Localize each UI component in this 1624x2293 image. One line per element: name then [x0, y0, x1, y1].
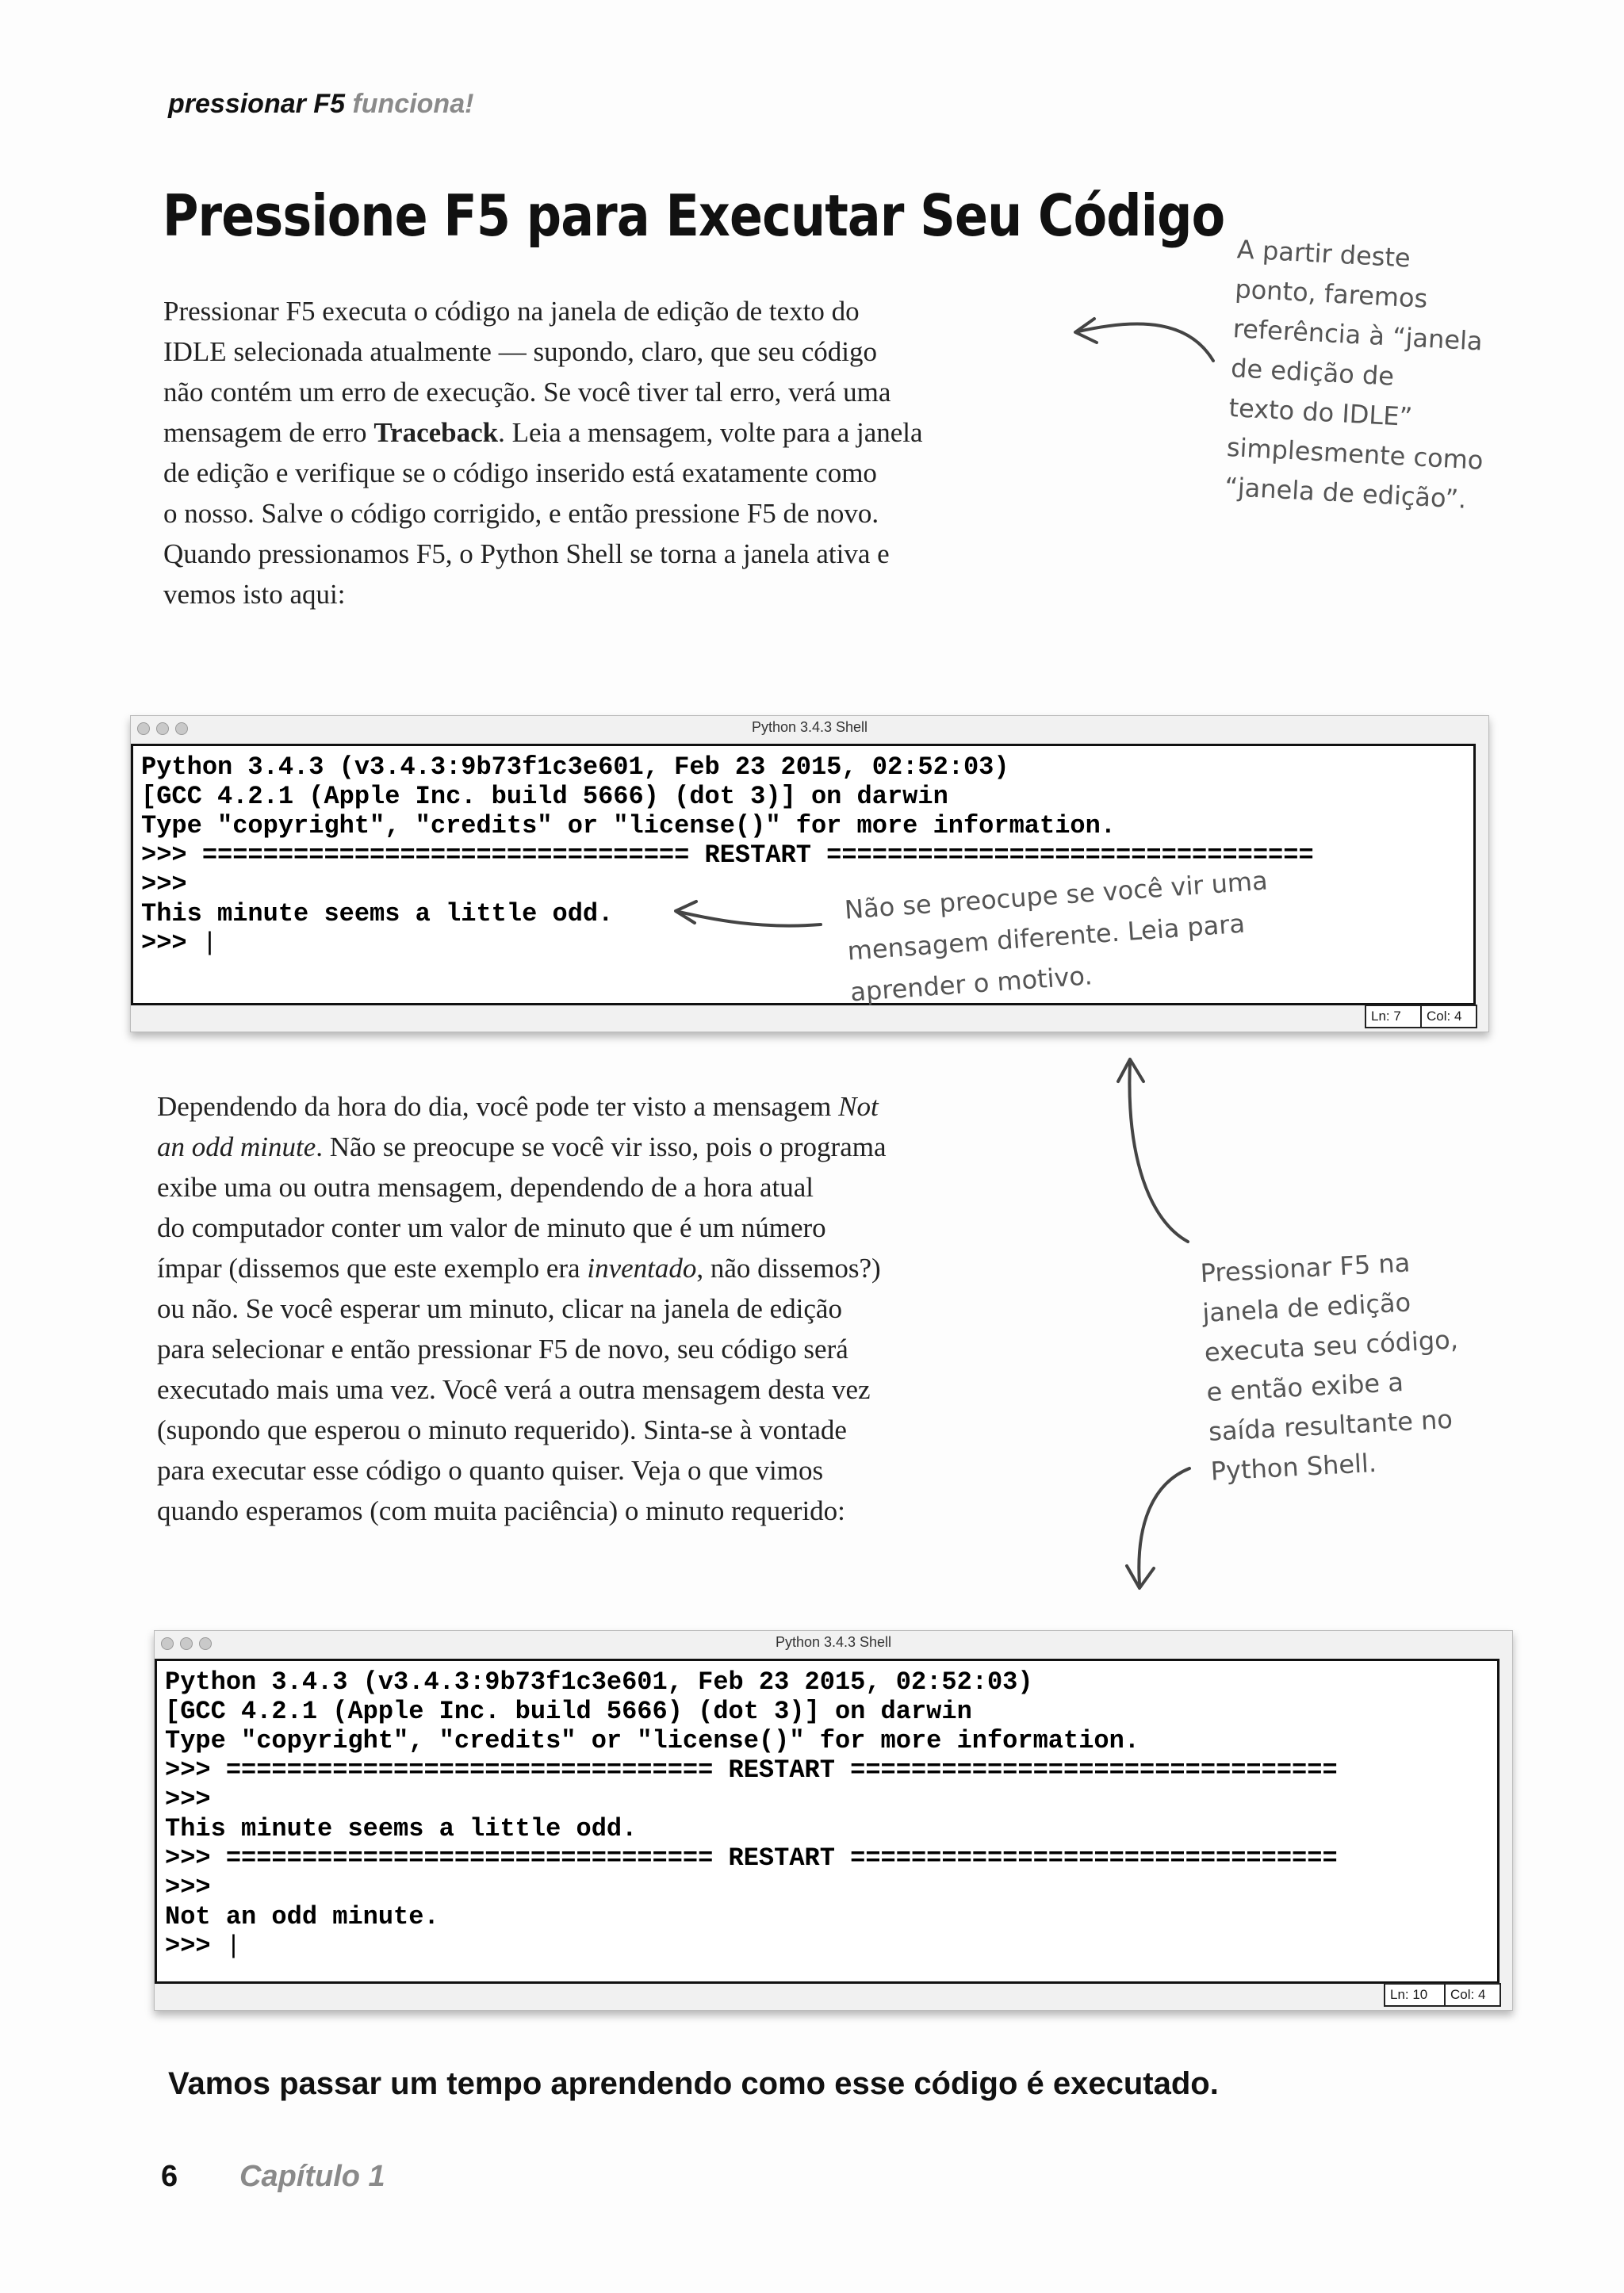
text-line: (supondo que esperou o minuto requerido). Sinta-se à vontade: [157, 1414, 847, 1445]
window-title: Python 3.4.3 Shell: [775, 1634, 892, 1650]
text-run: ímpar (dissemos que este exemplo era: [157, 1253, 588, 1284]
text-line: de edição e verifique se o código inserido está exatamente como: [163, 457, 877, 488]
emphasis: inventado: [587, 1253, 697, 1284]
arrow-up-to-shell: [1129, 1062, 1188, 1242]
chapter-label: Capítulo 1: [239, 2160, 385, 2193]
text-line: o nosso. Salve o código corrigido, e então pressione F5 de novo.: [163, 498, 879, 529]
status-column: Col: 4: [1420, 1005, 1477, 1028]
text-line: simplesmente como: [1226, 431, 1484, 476]
text-line: janela de edição: [1201, 1287, 1411, 1329]
shell-line-text: This minute seems a little odd.: [165, 1814, 638, 1843]
text-line: para executar esse código o quanto quiser. Veja o que vimos: [157, 1455, 824, 1486]
text-run: Dependendo da hora do dia, você pode ter visto a mensagem: [157, 1091, 839, 1122]
status-line: Ln: 10: [1384, 1983, 1450, 2007]
text-line: saída resultante no: [1208, 1403, 1454, 1447]
shell-line-text: >>>: [165, 1785, 226, 1814]
text-line: ou não. Se você esperar um minuto, clicar na janela de edição: [157, 1293, 842, 1324]
shell-line-text: This minute seems a little odd.: [141, 899, 614, 928]
text-cursor: |: [201, 928, 218, 958]
arrow-to-shell-line: [679, 912, 821, 926]
shell-line-text: >>>: [141, 928, 202, 958]
text-line: Pressionar F5 na: [1199, 1247, 1411, 1289]
text-line: executado mais uma vez. Você verá a outra mensagem desta vez: [157, 1374, 871, 1405]
text-line: do computador conter um valor de minuto que é um número: [157, 1212, 826, 1243]
emphasis: an odd minute: [157, 1131, 316, 1162]
shell-line-text: >>> ================================ RESTART ================================: [141, 840, 1314, 870]
text-line: exibe uma ou outra mensagem, dependendo de a hora atual: [157, 1172, 814, 1203]
arrow-to-paragraph: [1078, 323, 1213, 361]
text-line: “janela de edição”.: [1224, 471, 1468, 515]
text-line: ponto, faremos: [1234, 274, 1429, 314]
emphasis: Traceback: [373, 417, 499, 448]
text-line: e então exibe a: [1205, 1366, 1404, 1407]
text-line: Não se preocupe se você vir uma: [843, 865, 1269, 925]
closing-sentence: Vamos passar um tempo aprendendo como esse código é executado.: [168, 2066, 1219, 2101]
page-number: 6: [161, 2160, 178, 2193]
shell-line-text: Python 3.4.3 (v3.4.3:9b73f1c3e601, Feb 23 2015, 02:52:03): [141, 752, 1009, 782]
shell-line-text: Python 3.4.3 (v3.4.3:9b73f1c3e601, Feb 23 2015, 02:52:03): [165, 1667, 1033, 1697]
shell-line-text: [GCC 4.2.1 (Apple Inc. build 5666) (dot 3)] on darwin: [165, 1697, 972, 1726]
text-line: Quando pressionamos F5, o Python Shell se torna a janela ativa e: [163, 538, 890, 569]
arrow-down-to-shell: [1139, 1468, 1189, 1584]
text-cursor: |: [225, 1931, 242, 1961]
text-line: Python Shell.: [1209, 1447, 1377, 1487]
status-column: Col: 4: [1444, 1983, 1501, 2007]
text-line: quando esperamos (com muita paciência) o minuto requerido:: [157, 1495, 845, 1526]
text-line: IDLE selecionada atualmente — supondo, claro, que seu código: [163, 336, 877, 367]
shell-line-text: [GCC 4.2.1 (Apple Inc. build 5666) (dot 3)] on darwin: [141, 782, 948, 811]
emphasis: Not: [838, 1091, 879, 1122]
shell-line-text: Type "copyright", "credits" or "license()" for more information.: [141, 811, 1116, 840]
text-line: não contém um erro de execução. Se você tiver tal erro, verá uma: [163, 377, 891, 408]
text-line: de edição de: [1230, 353, 1396, 392]
page-title: Pressione F5 para Executar Seu Código: [163, 182, 1225, 249]
text-line: mensagem diferente. Leia para: [846, 908, 1247, 967]
text-line: A partir deste: [1236, 234, 1411, 274]
shell-line-text: >>>: [141, 870, 202, 899]
window-title: Python 3.4.3 Shell: [751, 719, 868, 735]
text-run: , não dissemos?): [696, 1253, 881, 1284]
status-line: Ln: 7: [1365, 1005, 1425, 1028]
shell-line-text: Not an odd minute.: [165, 1902, 439, 1931]
text-run: mensagem de erro: [163, 417, 374, 448]
text-line: vemos isto aqui:: [163, 579, 346, 610]
shell-line-text: Type "copyright", "credits" or "license()" for more information.: [165, 1726, 1139, 1755]
text-line: para selecionar e então pressionar F5 de novo, seu código será: [157, 1334, 848, 1365]
text-line: aprender o motivo.: [849, 960, 1094, 1008]
running-header-bold: pressionar F5: [168, 89, 345, 119]
shell-line-text: >>>: [165, 1931, 226, 1961]
text-line: texto do IDLE”: [1228, 392, 1414, 433]
shell-line-text: >>>: [165, 1873, 226, 1902]
text-run: . Leia a mensagem, volte para a janela: [498, 417, 923, 448]
shell-line-text: >>> ================================ RESTART ================================: [165, 1755, 1338, 1785]
text-line: Pressionar F5 executa o código na janela de edição de texto do: [163, 296, 860, 327]
text-line: executa seu código,: [1203, 1324, 1459, 1368]
text-line: referência à “janela: [1231, 313, 1484, 357]
shell-line-text: >>> ================================ RESTART ================================: [165, 1843, 1338, 1873]
running-header-accent: funciona!: [352, 89, 474, 119]
text-run: . Não se preocupe se você vir isso, pois o programa: [316, 1131, 887, 1162]
